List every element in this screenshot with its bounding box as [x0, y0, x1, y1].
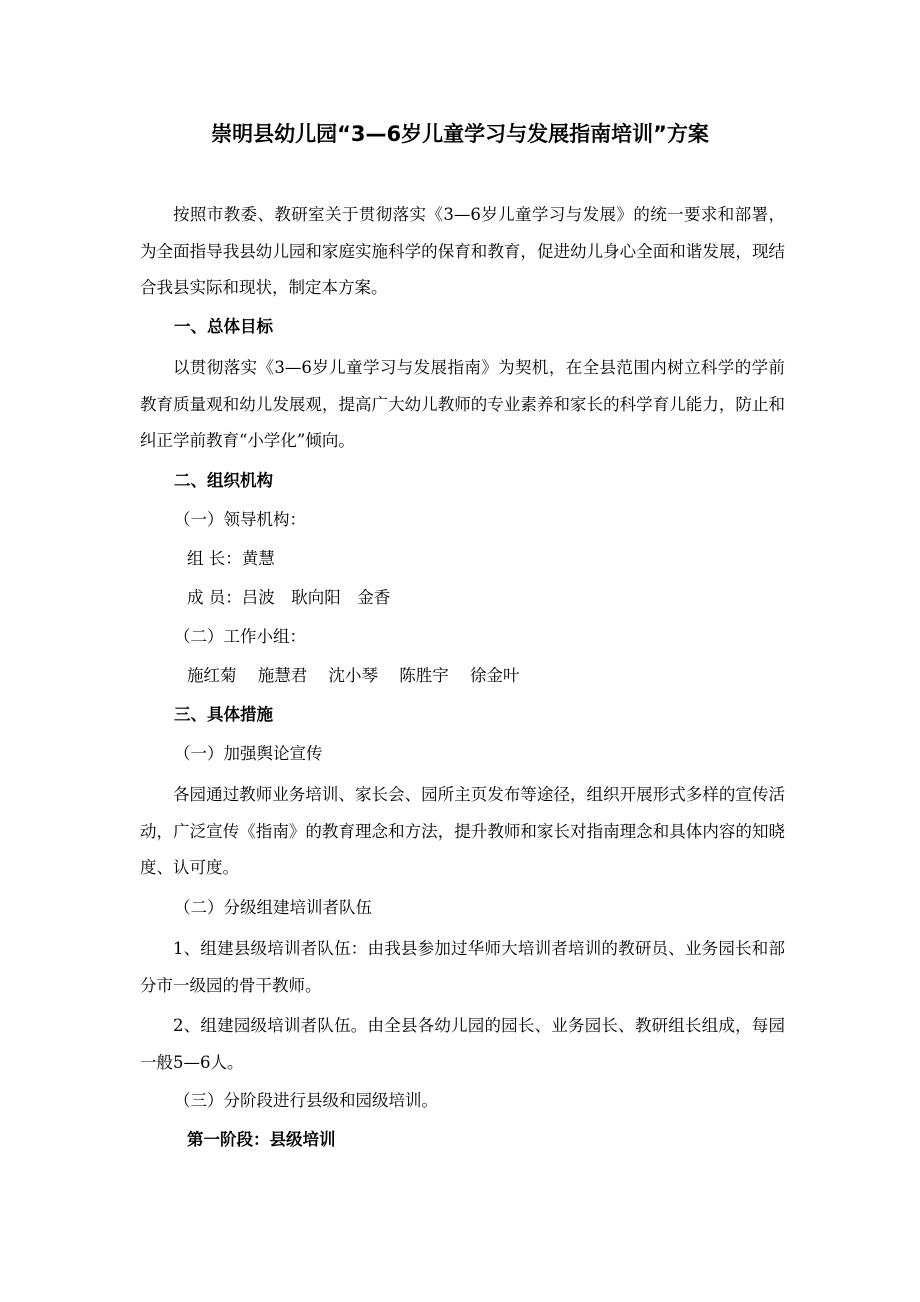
workgroup-name: 徐金叶 — [470, 666, 520, 685]
sub2-item2: 2、组建园级培训者队伍。由全县各幼儿园的园长、业务园长、教研组长组成，每园一般5—6人。 — [140, 1016, 785, 1072]
section3-heading: 三、具体措施 — [174, 705, 273, 724]
section1-body: 以贯彻落实《3—6岁儿童学习与发展指南》为契机，在全县范围内树立科学的学前教育质量观和幼儿发展观，提高广大幼儿教师的专业素养和家长的科学育儿能力，防止和纠正学前教育“小学化”倾向。 — [140, 358, 785, 450]
workgroup-heading: （二）工作小组： — [174, 627, 306, 646]
workgroup-names — [187, 661, 536, 691]
sub2-item1: 1、组建县级培训者队伍：由我县参加过华师大培训者培训的教研员、业务园长和部分市一级园的骨干教师。 — [140, 939, 785, 995]
sub1-heading: （一）加强舆论宣传 — [174, 744, 323, 763]
workgroup-name: 施慧君 — [257, 666, 308, 685]
workgroup-name: 沈小琴 — [328, 666, 378, 685]
phase1-heading: 第一阶段：县级培训 — [187, 1130, 336, 1149]
workgroup-name: 施红菊 — [187, 666, 237, 685]
leadership-heading: （一）领导机构： — [174, 510, 306, 529]
sub2-heading: （二）分级组建培训者队伍 — [174, 898, 372, 917]
members-line: 成 员：吕波 耿向阳 金香 — [187, 588, 391, 607]
workgroup-name: 陈胜宇 — [399, 666, 449, 685]
leader-line: 组 长：黄慧 — [187, 549, 275, 568]
section2-heading: 二、组织机构 — [174, 471, 273, 490]
sub3-heading: （三）分阶段进行县级和园级培训。 — [174, 1091, 438, 1110]
section1-heading: 一、总体目标 — [174, 317, 273, 336]
sub1-body: 各园通过教师业务培训、家长会、园所主页发布等途径，组织开展形式多样的宣传活动，广泛宣传《指南》的教育理念和方法，提升教师和家长对指南理念和具体内容的知晓度、认可度。 — [140, 785, 785, 877]
intro-paragraph: 按照市教委、教研室关于贯彻落实《3—6岁儿童学习与发展》的统一要求和部署，为全面指导我县幼儿园和家庭实施科学的保育和教育，促进幼儿身心全面和谐发展，现结合我县实际和现状，制定本方案。 — [140, 205, 785, 297]
document-title: 崇明县幼儿园“3—6岁儿童学习与发展指南培训”方案 — [211, 122, 709, 146]
